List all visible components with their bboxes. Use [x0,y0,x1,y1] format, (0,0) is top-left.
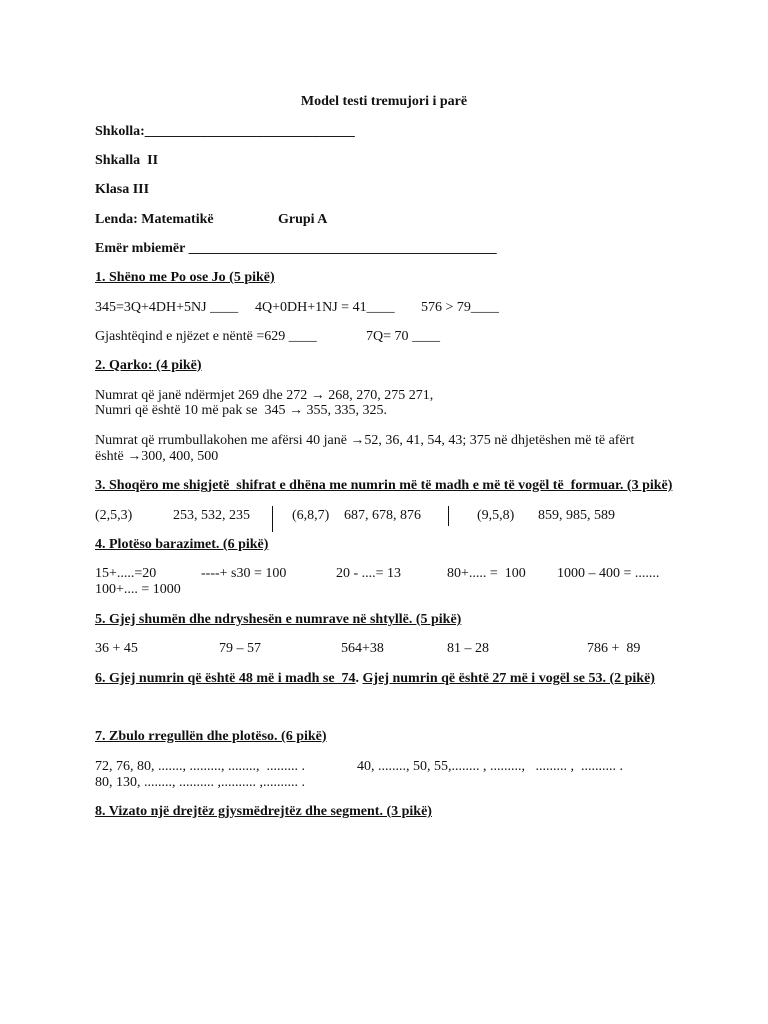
q5-item-4: 81 – 28 [447,641,489,656]
q3-numbers-2: 687, 678, 876 [344,508,421,523]
q3-digits-2: (6,8,7) [292,508,330,523]
q5-heading: 5. Gjej shumën dhe ndryshesën e numrave në shtyllë. (5 pikë) [95,612,462,627]
name-field: Emër mbiemër ____________________________________________ [95,241,497,256]
q3-digits-1: (2,5,3) [95,508,133,523]
q1-item-5: 7Q= 70 ____ [366,329,441,344]
q7-sequence-1: 72, 76, 80, ......., ........., ........, ......... . [95,759,305,774]
q6-heading-part-1: 6. Gjej numrin që është 48 më i madh se 74 [95,671,356,686]
q7-heading: 7. Zbulo rregullën dhe plotëso. (6 pikë) [95,729,327,744]
q3-numbers-1: 253, 532, 235 [173,508,250,523]
q6-heading [95,671,655,687]
q3-numbers-3: 859, 985, 589 [538,508,615,523]
q2-heading: 2. Qarko: (4 pikë) [95,358,202,373]
q8-heading: 8. Vizato një drejtëz gjysmëdrejtëz dhe segment. (3 pikë) [95,804,432,819]
q4-item-1: 15+.....=20 [95,566,157,581]
q1-item-4: Gjashtëqind e njëzet e nëntë =629 ____ [95,329,317,344]
class-field: Klasa III [95,182,150,197]
group-field: Grupi A [278,212,328,227]
q6-heading-part-2: Gjej numrin që është 27 më i vogël se 53. (2 pikë) [362,671,655,686]
q5-item-1: 36 + 45 [95,641,138,656]
q3-separator-2 [448,506,449,526]
q4-item-4: 80+..... = 100 [447,566,526,581]
q4-item-5: 1000 – 400 = ....... [557,566,660,581]
q1-item-1: 345=3Q+4DH+5NJ ____ [95,300,239,315]
q7-sequence-3: 80, 130, ........, .......... ,.......... ,.......... . [95,775,305,790]
q1-heading: 1. Shëno me Po ose Jo (5 pikë) [95,270,275,285]
q5-item-5: 786 + 89 [587,641,641,656]
q2-line-4: është →300, 400, 500 [95,449,219,464]
q7-sequence-2: 40, ........, 50, 55,........ , ........., ......... , .......... . [357,759,623,774]
subject-field: Lenda: Matematikë [95,212,214,227]
q2-line-2: Numri që është 10 më pak se 345 → 355, 335, 325. [95,403,388,418]
page-title: Model testi tremujori i parë [300,94,468,109]
q5-item-2: 79 – 57 [219,641,261,656]
q4-item-3: 20 - ....= 13 [336,566,402,581]
school-field: Shkolla:______________________________ [95,124,355,139]
q6-heading-separator: . [355,671,363,686]
q3-digits-3: (9,5,8) [477,508,515,523]
q3-heading: 3. Shoqëro me shigjetë shifrat e dhëna me numrin më të madh e më të vogël të formuar. (3 pikë) [95,478,673,493]
q2-line-3: Numrat që rrumbullakohen me afërsi 40 janë →52, 36, 41, 54, 43; 375 në dhjetëshen më të afërt [95,433,635,448]
q4-item-2: ----+ s30 = 100 [201,566,287,581]
level-field: Shkalla II [95,153,159,168]
q5-item-3: 564+38 [341,641,384,656]
q1-item-2: 4Q+0DH+1NJ = 41____ [255,300,395,315]
q4-item-6: 100+.... = 1000 [95,582,181,597]
q2-line-1: Numrat që janë ndërmjet 269 dhe 272 → 268, 270, 275 271, [95,388,434,403]
q3-separator-1 [272,506,273,532]
q1-item-3: 576 > 79____ [421,300,499,315]
q4-heading: 4. Plotëso barazimet. (6 pikë) [95,537,269,552]
